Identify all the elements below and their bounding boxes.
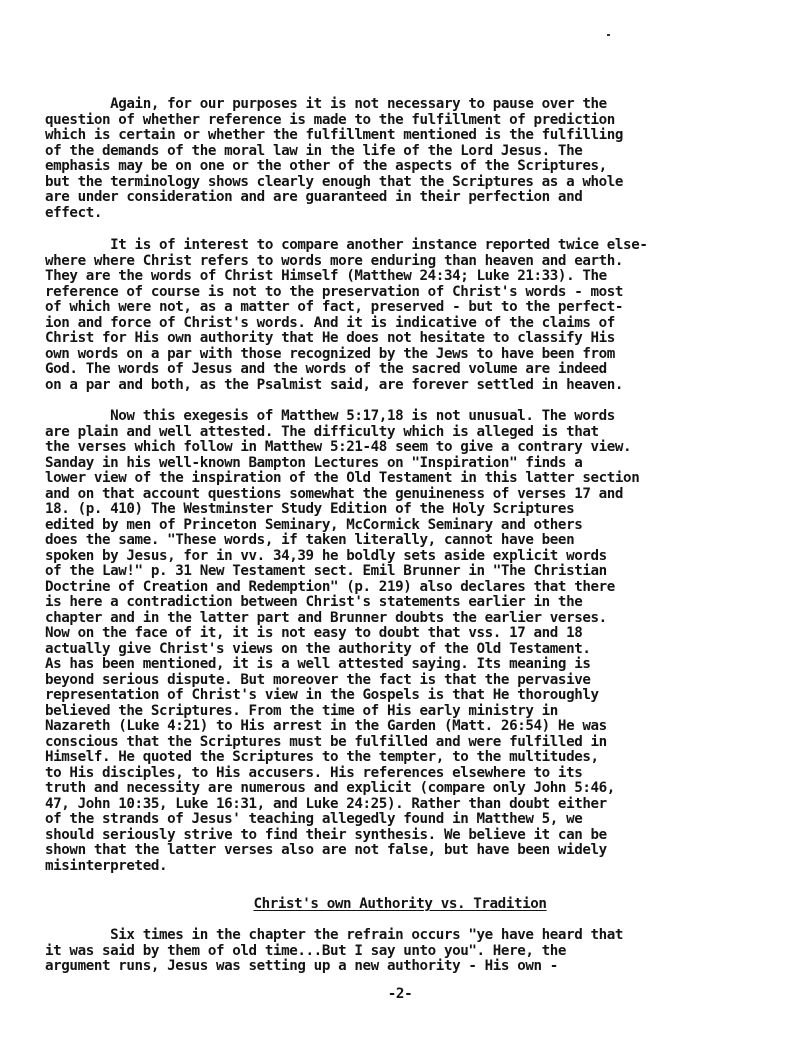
paragraph-christ-words: It is of interest to compare another instance reported twice else- where where Christ refers to words more enduring than heaven and earth. They are the words of Christ Himself (Matthew 24:34; Luke 21:33). The reference of course is not to the preservation of Christ's words - most of which were not, as a matter of fact, preserved - but to the perfect- ion and force of Christ's words. And it is indicative of the claims of Christ for His own authority that He does not hesitate to classify His own words on a par with those recognized by the Jews to have been from God. The words of Jesus and the words of the sacred volume are indeed on a par and both, as the Psalmist said, are forever settled in heaven. xyxy=(45,237,648,393)
page-number: -2- xyxy=(387,986,413,1002)
paragraph-exegesis: Now this exegesis of Matthew 5:17,18 is not unusual. The words are plain and well attested. The difficulty which is alleged is that the verses which follow in Matthew 5:21-48 seem to give a contrary view. Sanday in his well-known Bampton Lectures on "Inspiration" finds a lower view of the inspiration of the Old Testament in this latter section and on that account questions somewhat the genuineness of verses 17 and 18. (p. 410) The Westminster Study Edition of the Holy Scriptures edited by men of Princeton Seminary, McCormick Seminary and others does the same. "These words, if taken literally, cannot have been spoken by Jesus, for in vv. 34,39 he boldly sets aside explicit words of the Law!" p. 31 New Testament sect. Emil Brunner in "The Christian Doctrine of Creation and Redemption" (p. 219) also declares that there is here a contradiction between Christ's statements earlier in the chapter and in the latter part and Brunner doubts the earlier verses. Now on the face of it, it is not easy to doubt that vss. 17 and 18 actually give Christ's views on the authority of the Old Testament. As has been mentioned, it is a well attested saying. Its meaning is beyond serious dispute. But moreover the fact is that the pervasive representation of Christ's view in the Gospels is that He thoroughly believed the Scriptures. From the time of His early ministry in Nazareth (Luke 4:21) to His arrest in the Garden (Matt. 26:54) He was conscious that the Scriptures must be fulfilled and were fulfilled in Himself. He quoted the Scriptures to the tempter, to the multitudes, to His disciples, to His accusers. His references elsewhere to its truth and necessity are numerous and explicit (compare only John 5:46, 47, John 10:35, Luke 16:31, and Luke 24:25). Rather than doubt either of the strands of Jesus' teaching allegedly found in Matthew 5, we should seriously strive to find their synthesis. We believe it can be shown that the latter verses also are not false, but have been widely misinterpreted. xyxy=(45,408,640,874)
paragraph-six-times: Six times in the chapter the refrain occurs "ye have heard that it was said by them of old time...But I say unto you". Here, the argument runs, Jesus was setting up a new authority - His own - xyxy=(45,927,624,974)
section-heading: Christ's own Authority vs. Tradition xyxy=(253,896,547,912)
paragraph-fulfillment: Again, for our purposes it is not necessary to pause over the question of whether reference is made to the fulfillment of prediction which is certain or whether the fulfillment mentioned is the fulfilling of the demands of the moral law in the life of the Lord Jesus. The emphasis may be on one or the other of the aspects of the Scriptures, but the terminology shows clearly enough that the Scriptures as a whole are under consideration and are guaranteed in their perfection and effect. xyxy=(45,96,624,221)
scan-speck xyxy=(607,34,610,36)
